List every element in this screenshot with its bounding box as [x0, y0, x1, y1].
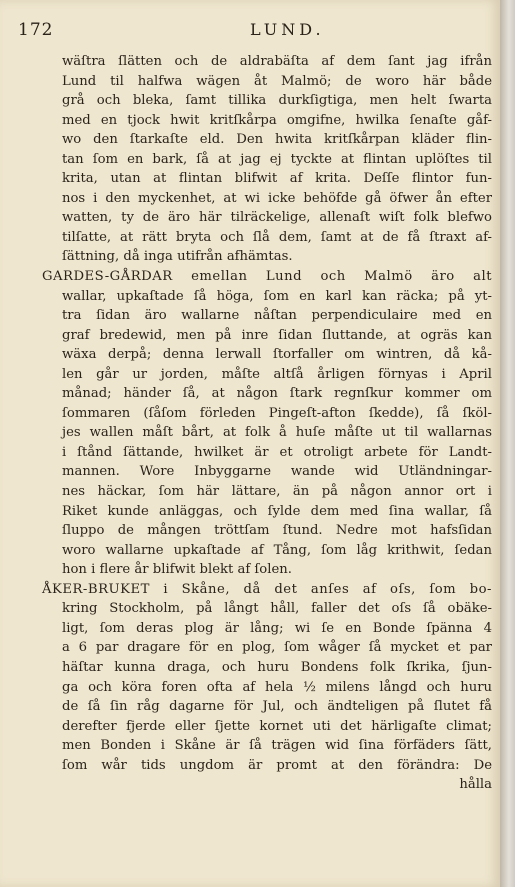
text-line: wäxa derpå; denna lerwall ſtorfaller om wintren, då kå- [62, 347, 492, 363]
text-line: ligt, ſom deras plog är lång; wi ſe en Bonde ſpänna 4 [62, 620, 492, 636]
text-line: nos i den myckenhet, at wi icke behöfde gå öfwer ån efter [62, 190, 492, 206]
text-line: krita, utan at flintan blifwit af krita. Deſſe flintor fun- [62, 171, 492, 187]
text-line: wallar, upkaſtade ſå höga, ſom en karl kan räcka; på yt- [62, 288, 492, 304]
text-line: kring Stockholm, på långt håll, faller det oſs ſå obäke- [62, 601, 492, 617]
text-line: de ſå ſin råg dagarne för Jul, och ändteligen på ſlutet få [62, 699, 492, 715]
text-line: häſtar kunna draga, och huru Bondens folk ſkrika, ſjun- [62, 659, 492, 675]
text-line: jes wallen måſt bårt, at folk å huſe måſte ut til wallarnas [62, 425, 492, 441]
text-line: watten, ty de äro här tilräckelige, allenaſt wiſt folk blefwo [62, 210, 492, 226]
text-line: derefter fjerde eller ſjette kornet uti det härligaſte climat; [62, 718, 492, 734]
text-line: a 6 par dragare för en plog, ſom wåger ſå mycket et par [62, 640, 492, 656]
text-line: grå och bleka, ſamt tillika durkſigtiga, men helt ſwarta [62, 93, 492, 109]
text-line: ſluppo de mången tröttſam ſtund. Nedre mot hafsſidan [62, 523, 492, 539]
text-line: ſommaren (ſåſom förleden Pingeſt-afton ſkedde), ſå ſköl- [62, 405, 492, 421]
text-line: ſom wår tids ungdom är promt at den förändra: De [62, 757, 492, 773]
paragraph-start-aker-bruket: ÅKER-BRUKET i Skåne, då det anſes af oſs, ſom bo- [42, 581, 492, 597]
text-line: månad; händer ſå, at någon ſtark regnſkur kommer om [62, 386, 492, 402]
text-line: tilſatte, at rätt bryta och ſlå dem, ſamt at de få ſtraxt af- [62, 229, 492, 245]
text-line: hon i flere år blifwit blekt af ſolen. [62, 562, 292, 578]
text-line: woro wallarne upkaſtade af Tång, ſom låg krithwit, ſedan [62, 542, 492, 558]
text-line: ga och köra foren ofta af hela ½ milens långd och huru [62, 679, 492, 695]
text-line: tra ſidan äro wallarne nåſtan perpendiculaire med en [62, 308, 492, 324]
book-edge [500, 0, 515, 887]
text-line: ſättning, då inga utifrån afhämtas. [62, 249, 293, 265]
text-line: wo den ſtarkaſte eld. Den hwita kritſkårpan kläder flin- [62, 132, 492, 148]
text-line: men Bonden i Skåne är ſå trägen wid ſina förfäders ſätt, [62, 738, 492, 754]
text-line: Riket kunde anläggas, och ſylde dem med ſina wallar, ſå [62, 503, 492, 519]
text-line: graf bredewid, men på inre ſidan ſluttande, at ogräs kan [62, 327, 492, 343]
text-line: len går ur jorden, måſte altſå årligen förnyas i April [62, 366, 492, 382]
text-line: med en tjock hwit kritſkårpa omgifne, hwilka ſenaſte gåf- [62, 112, 492, 128]
text-line: tan ſom en bark, ſå at jag ej tyckte at flintan uplöſtes til [62, 151, 492, 167]
text-line: i ſtånd ſättande, hwilket är et otroligt arbete för Landt- [62, 444, 492, 460]
text-line: mannen. Wore Inbyggarne wande wid Utländningar- [62, 464, 492, 480]
text-line: nes häckar, ſom här lättare, än på någon annor ort i [62, 484, 492, 500]
running-head: LUND. [250, 20, 325, 39]
text-line: wäſtra ſlätten och de aldrabäſta af dem ſant jag ifrån [62, 54, 492, 69]
page-number: 172 [18, 20, 54, 40]
text-block [14, 52, 492, 795]
paragraph-start-gardes-gardar: GARDES-GÅRDAR emellan Lund och Malmö äro alt [42, 269, 492, 285]
text-line: Lund til halfwa wägen åt Malmö; de woro här både [62, 73, 492, 89]
page-header [14, 20, 494, 44]
catchword: hålla [459, 777, 492, 793]
